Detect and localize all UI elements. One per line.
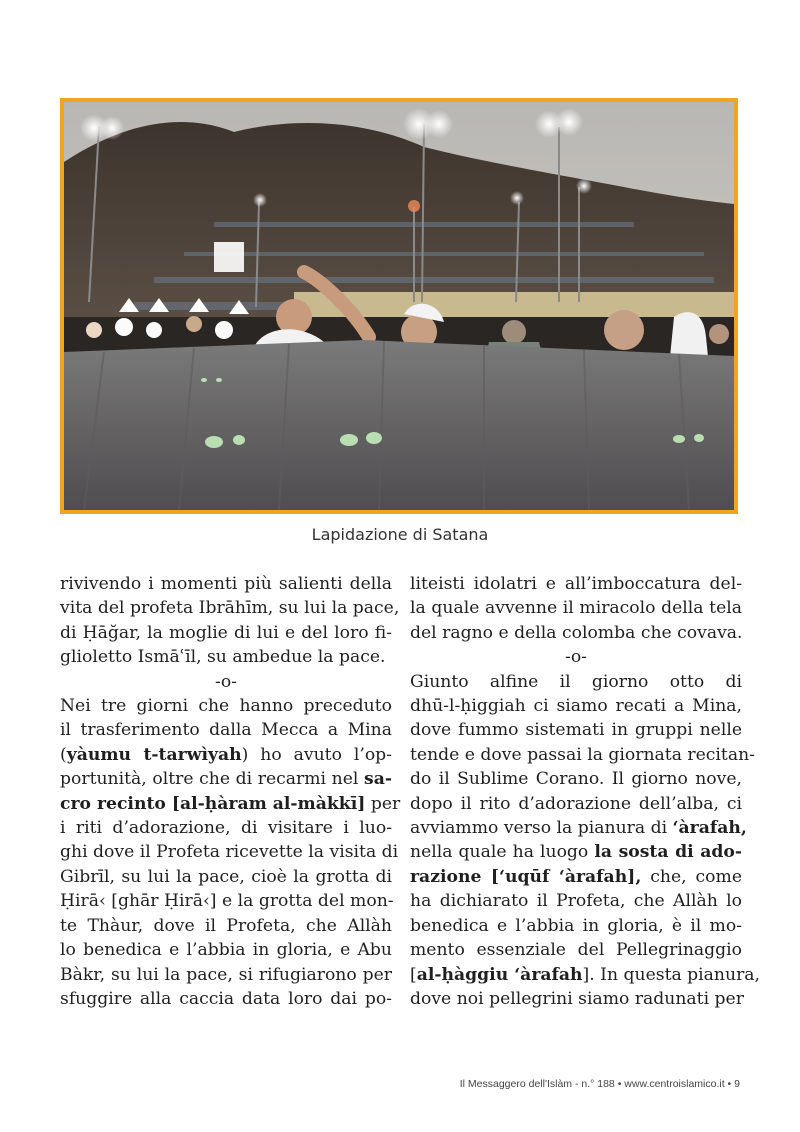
text-line: te Thàur, dove il Profeta, che Allàh <box>60 915 392 936</box>
page-footer: Il Messaggero dell'Islàm - n.° 188 • www.centroislamico.it • 9 <box>459 1078 740 1090</box>
text-line: benedica e l’abbia in gloria, è il mo- <box>410 915 742 936</box>
text-line: do il Sublime Corano. Il giorno nove, <box>410 769 742 790</box>
photo-illustration <box>64 102 734 510</box>
text-line: di Ḥāğar, la moglie di lui e del loro fi- <box>60 622 392 643</box>
text-line: Ḥirā‹ [ghār Ḥirā‹] e la grotta del mon- <box>60 891 394 912</box>
text-line: lo benedica e l’abbia in gloria, e Abu <box>60 940 392 961</box>
text-line: tende e dove passai la giornata recitan- <box>410 744 755 765</box>
text-line: il trasferimento dalla Mecca a Mina <box>60 720 392 741</box>
text-line: Nei tre giorni che hanno preceduto <box>60 696 392 717</box>
section-separator: -o- <box>565 647 587 668</box>
text-line: ha dichiarato il Profeta, che Allàh lo <box>410 891 742 912</box>
text-line: i riti d’adorazione, di visitare i luo- <box>60 818 392 839</box>
photo-caption: Lapidazione di Satana <box>311 525 489 544</box>
left-text-column <box>60 572 401 1011</box>
text-line: avviammo verso la pianura di ʻàrafah, <box>410 818 747 839</box>
text-line: dopo il rito d’adorazione dell’alba, ci <box>410 793 742 814</box>
text-line: portunità, oltre che di recarmi nel sa- <box>60 769 392 790</box>
text-line: (yàumu t-tarwìyah) ho avuto l’op- <box>60 744 392 765</box>
text-line: vita del profeta Ibrāhīm, su lui la pace, <box>60 598 400 619</box>
text-line: glioletto Ismāʿīl, su ambedue la pace. <box>60 647 386 668</box>
text-line: del ragno e della colomba che covava. <box>410 622 743 643</box>
text-line: Gibrīl, su lui la pace, cioè la grotta di <box>60 866 392 887</box>
text-line: Bàkr, su lui la pace, si rifugiarono per <box>60 964 392 985</box>
text-line: dove noi pellegrini siamo radunati per <box>410 988 744 1009</box>
text-line: dove fummo sistemati in gruppi nelle <box>410 720 742 741</box>
text-line: nella quale ha luogo la sosta di ado- <box>410 842 743 863</box>
text-line: razione [ʻuqūf ʻàrafah], che, come <box>410 866 742 887</box>
text-line: liteisti idolatri e all’imboccatura del- <box>410 574 742 594</box>
text-line: mento essenziale del Pellegrinaggio <box>410 940 742 961</box>
text-line: Giunto alfine il giorno otto di <box>410 671 742 692</box>
text-line: sfuggire alla caccia data loro dai po- <box>60 988 392 1009</box>
text-line: cro recinto [al-ḥàram al-màkkī] per <box>60 793 401 814</box>
text-line: rivivendo i momenti più salienti della <box>60 574 392 594</box>
photo-stoning-of-satan <box>60 98 738 514</box>
text-line: la quale avvenne il miracolo della tela <box>410 598 742 619</box>
right-text-column <box>410 572 760 1011</box>
section-separator: -o- <box>215 671 237 692</box>
text-line: dhū-l-ḥiggiah ci siamo recati a Mina, <box>410 696 742 717</box>
text-line: [al-ḥàggiu ʻàrafah]. In questa pianura, <box>410 964 760 985</box>
text-line: ghi dove il Profeta ricevette la visita di <box>60 842 399 863</box>
